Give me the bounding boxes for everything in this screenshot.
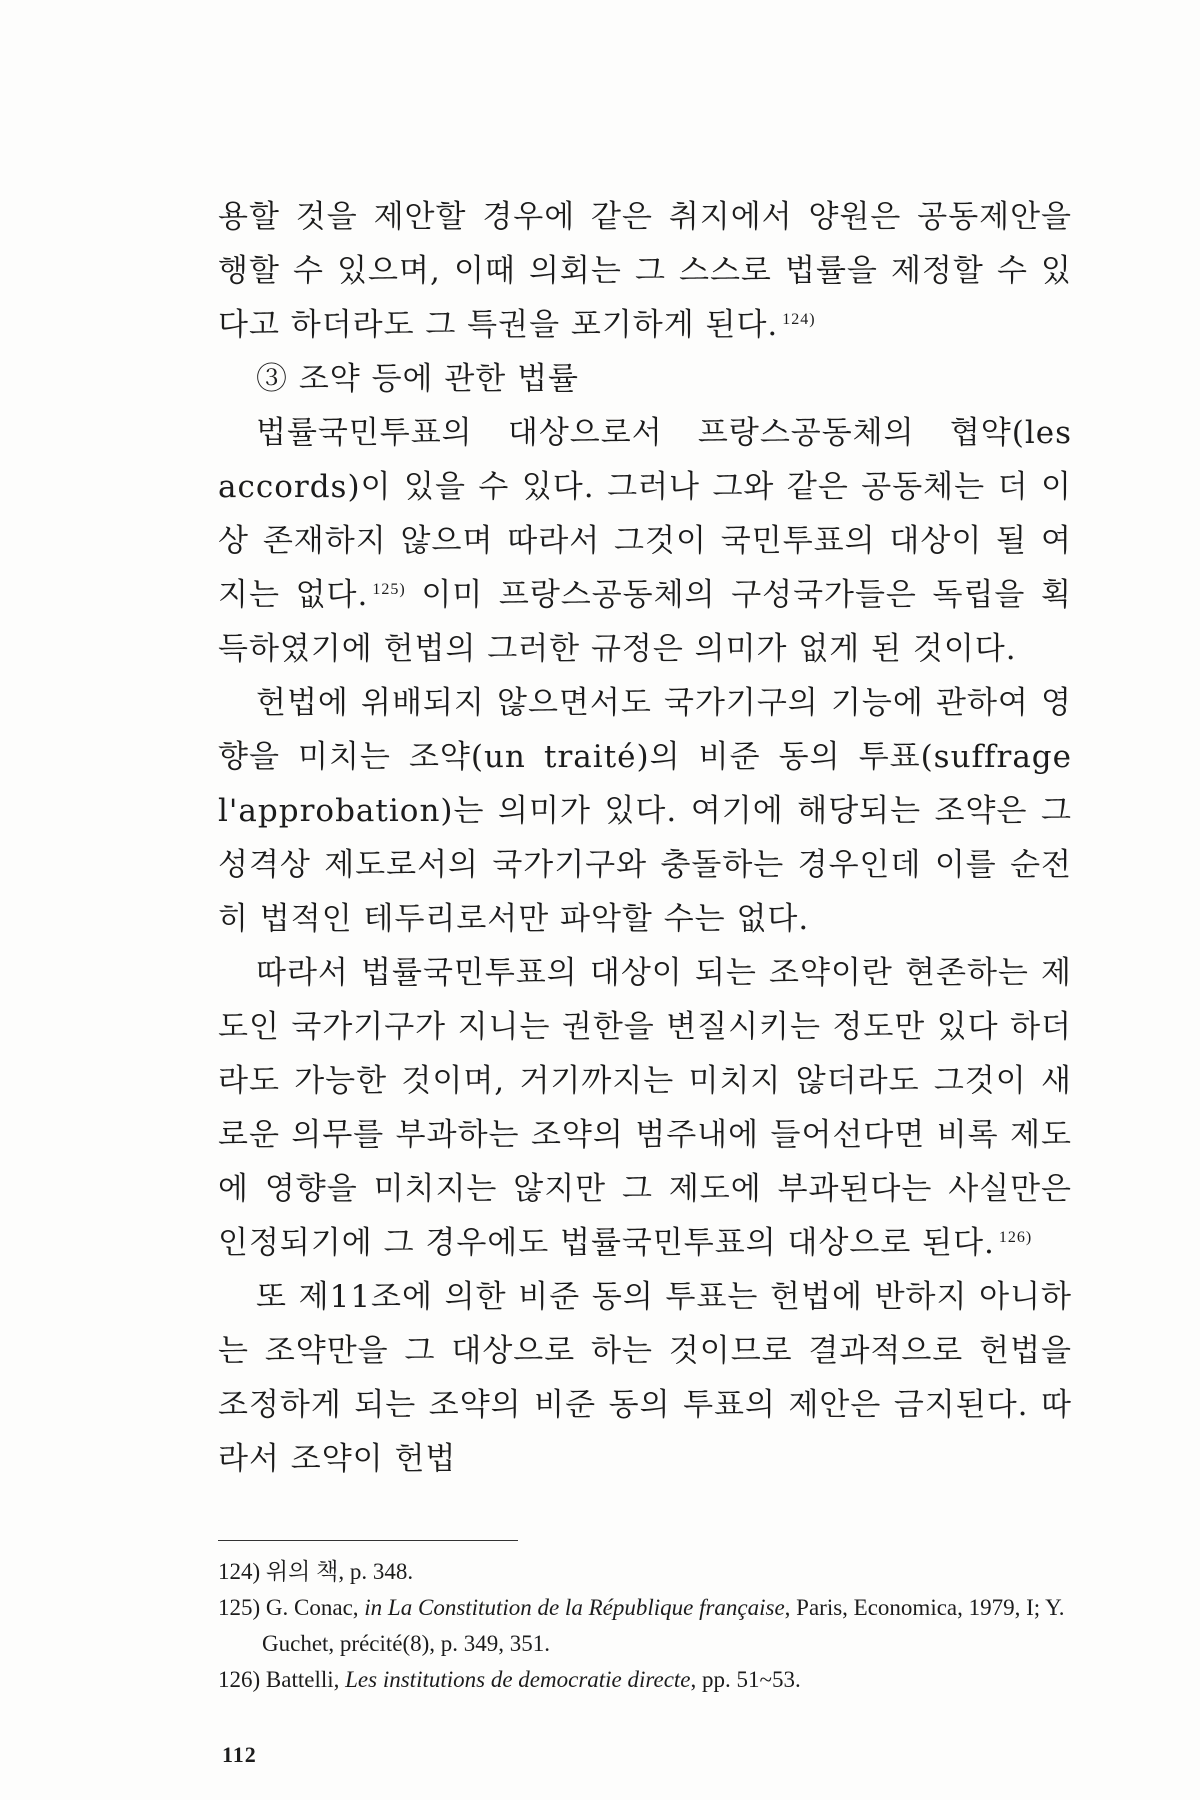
- paragraph-2a-text: 법률국민투표의 대상으로서 프랑스공동체의 협약(les accords)이 있을 수 있다. 그러나 그와 같은 공동체는 더 이상 존재하지 않으며 따라서 그것이 국민투표의 대상이 될 여지는 없다.: [218, 415, 1072, 613]
- footnote-126-rest: , pp. 51~53.: [690, 1667, 801, 1692]
- paragraph-3: 헌법에 위배되지 않으면서도 국가기구의 기능에 관하여 영향을 미치는 조약(un traité)의 비준 동의 투표(suffrage l'approbation)는 의미가 있다. 여기에 해당되는 조약은 그 성격상 제도로서의 국가기구와 충돌하는 경우인데 이를 순전히 법적인 테두리로서만 파악할 수는 없다.: [218, 685, 1072, 937]
- footnotes: [218, 1554, 1078, 1698]
- footnote-ref-124: 124): [782, 310, 816, 328]
- paragraph-1-text: 용할 것을 제안할 경우에 같은 취지에서 양원은 공동제안을 행할 수 있으며, 이때 의회는 그 스스로 법률을 제정할 수 있다고 하더라도 그 특권을 포기하게 된다.: [218, 199, 1072, 343]
- footnote-divider: [218, 1540, 518, 1541]
- footnote-125-title: in La Constitution de la République française: [364, 1595, 785, 1620]
- main-text: [218, 190, 1072, 1486]
- paragraph-2: [218, 406, 1072, 676]
- footnote-124: [218, 1554, 1078, 1590]
- paragraph-1: [218, 190, 1072, 352]
- footnote-124-number: 124): [218, 1559, 261, 1584]
- footnote-125-number: 125): [218, 1595, 261, 1620]
- paragraph-4: [218, 946, 1072, 1270]
- footnote-124-text: 위의 책, p. 348.: [265, 1559, 414, 1584]
- footnote-126-author: Battelli,: [265, 1667, 340, 1692]
- section-heading: ③ 조약 등에 관한 법률: [256, 361, 579, 397]
- footnote-126-number: 126): [218, 1667, 261, 1692]
- footnote-126-title: Les institutions de democratie directe: [345, 1667, 691, 1692]
- footnote-126: [218, 1662, 1078, 1698]
- paragraph-4-text: 따라서 법률국민투표의 대상이 되는 조약이란 현존하는 제도인 국가기구가 지니는 권한을 변질시키는 정도만 있다 하더라도 가능한 것이며, 거기까지는 미치지 않더라도 그것이 새로운 의무를 부과하는 조약의 범주내에 들어선다면 비록 제도에 영향을 미치지는 않지만 그 제도에 부과된다는 사실만은 인정되기에 그 경우에도 법률국민투표의 대상으로 된다.: [218, 955, 1072, 1261]
- footnote-125: [218, 1590, 1078, 1662]
- page-number: 112: [222, 1742, 257, 1767]
- footnote-ref-126: 126): [998, 1228, 1033, 1246]
- paragraph-2b-text: 이미 프랑스공동체의 구성국가들은 독립을 획득하였기에 헌법의 그러한 규정은 의미가 없게 된 것이다.: [218, 577, 1072, 667]
- paragraph-5: 또 제11조에 의한 비준 동의 투표는 헌법에 반하지 아니하는 조약만을 그 대상으로 하는 것이므로 결과적으로 헌법을 조정하게 되는 조약의 비준 동의 투표의 제안은 금지된다. 따라서 조약이 헌법: [218, 1279, 1072, 1477]
- footnote-125-rest: , Paris, Economica, 1979, I; Y. Guchet, précité(8), p. 349, 351.: [262, 1595, 1065, 1656]
- footnote-ref-125: 125): [372, 580, 406, 598]
- footnote-125-author: G. Conac,: [265, 1595, 359, 1620]
